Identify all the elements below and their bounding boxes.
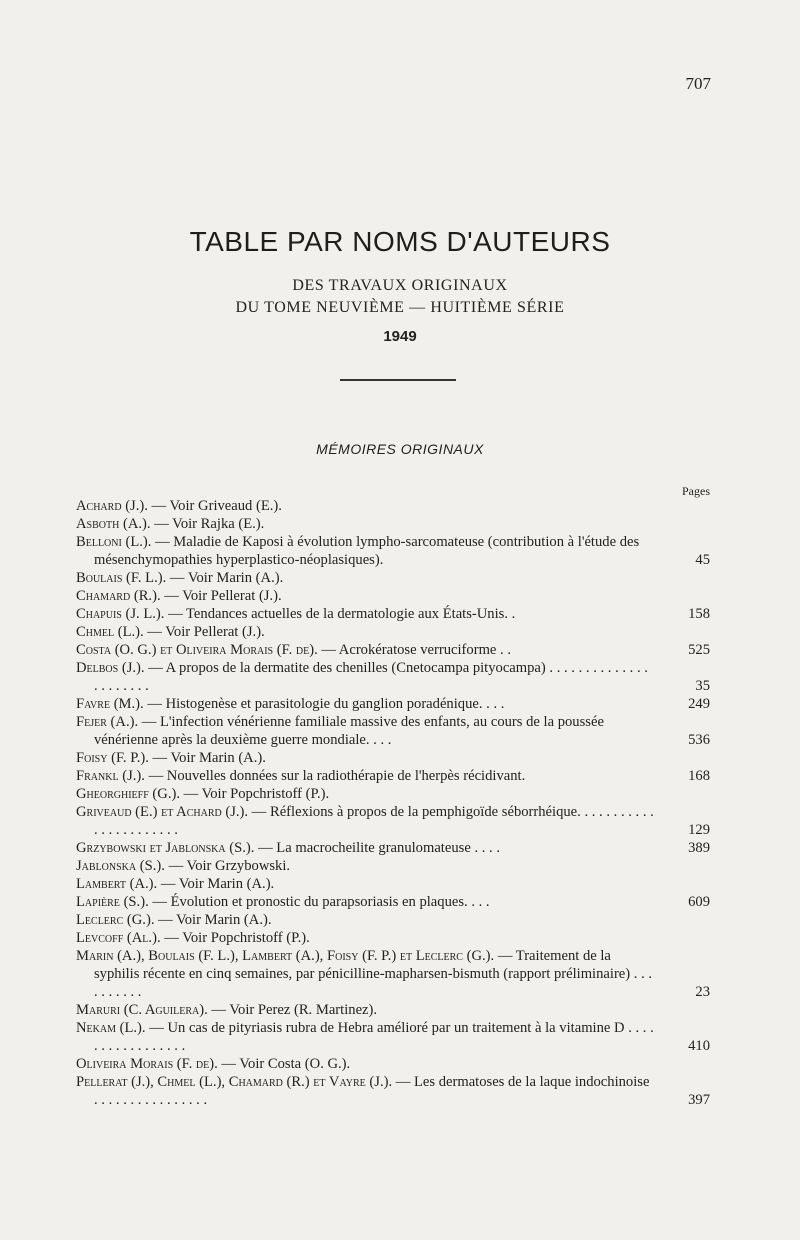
entry-text: . — Voir Marin (A.). — [162, 570, 284, 586]
entry-authors: Delbos (J.) — [76, 660, 141, 676]
section-title: MÉMOIRES ORIGINAUX — [316, 441, 484, 457]
entry-authors: Griveaud (E.) et Achard (J.) — [76, 804, 245, 820]
entry-page: 23 — [695, 984, 710, 1000]
entry-text: . — Voir Marin (A.). — [150, 912, 272, 928]
index-entry — [76, 605, 710, 623]
entry-page: 45 — [695, 552, 710, 568]
index-entry — [76, 803, 710, 839]
entry-authors: Foisy (F. P.) — [76, 750, 146, 766]
entry-page: 536 — [688, 732, 710, 748]
divider-rule — [340, 379, 456, 381]
index-entry — [76, 1001, 710, 1019]
index-entry — [76, 875, 710, 893]
entry-authors: Costa (O. G.) et Oliveira Morais (F. de) — [76, 642, 315, 658]
index-entry — [76, 515, 710, 533]
index-entry — [76, 695, 710, 713]
index-entry — [76, 749, 710, 767]
index-entry — [76, 767, 710, 785]
year: 1949 — [383, 328, 417, 345]
entry-page: 129 — [688, 822, 710, 838]
entry-text: . — Traitement de la syphilis récente en cinq semaines, par pénicilline-mapharsen-bismuth (rapport préliminaire) . . . . . . . . . . — [94, 948, 653, 1000]
entry-text: . — Voir Popchristoff (P.). — [176, 786, 330, 802]
entry-page: 525 — [688, 642, 710, 658]
entry-text: . — Voir Grzybowski. — [161, 858, 291, 874]
entry-authors: Lambert (A.) — [76, 876, 154, 892]
entry-authors: Belloni (L.) — [76, 534, 148, 550]
entry-authors: Jablonska (S.) — [76, 858, 162, 874]
index-entry — [76, 785, 710, 803]
index-entry — [76, 857, 710, 875]
entry-text: . — A propos de la dermatite des chenilles (Cnetocampa pityocampa) . . . . . . . . . . . . . . . . . . . . . . — [94, 660, 648, 694]
entry-text: . — Voir Marin (A.). — [145, 750, 266, 766]
entry-authors: Marin (A.), Boulais (F. L.), Lambert (A.), Foisy (F. P.) et Leclerc (G.) — [76, 948, 491, 964]
index-entry — [76, 1073, 710, 1109]
index-entry — [76, 1019, 710, 1055]
entry-authors: Boulais (F. L.) — [76, 570, 163, 586]
index-entry — [76, 839, 710, 857]
entry-text: . — Maladie de Kaposi à évolution lympho-sarcomateuse (contribution à l'étude des mésenchymopathies hyperplastico-néoplasiques). — [94, 534, 640, 568]
index-entry — [76, 713, 710, 749]
entry-text: . — L'infection vénérienne familiale massive des enfants, au cours de la poussée vénérienne après la deuxième guerre mondiale. . . . — [94, 714, 604, 748]
entry-text: . — Histogenèse et parasitologie du ganglion poradénique. . . . — [140, 696, 505, 712]
entry-authors: Gheorghieff (G.) — [76, 786, 177, 802]
entry-authors: Grzybowski et Jablonska (S.) — [76, 840, 251, 856]
entry-authors: Chapuis (J. L.) — [76, 606, 161, 622]
entry-page: 249 — [688, 696, 710, 712]
entry-authors: Achard (J.) — [76, 498, 145, 514]
entry-text: . — Voir Costa (O. G.). — [214, 1056, 351, 1072]
entry-text: . — Tendances actuelles de la dermatologie aux États-Unis. . — [160, 606, 516, 622]
entry-authors: Favre (M.) — [76, 696, 141, 712]
entry-text: . — Voir Pellerat (J.). — [140, 624, 265, 640]
entry-text: . — Voir Popchristoff (P.). — [156, 930, 310, 946]
entry-text: . — Nouvelles données sur la radiothérapie de l'herpès récidivant. — [141, 768, 526, 784]
index-entry — [76, 947, 710, 1001]
author-index — [76, 497, 710, 1109]
entry-authors: Pellerat (J.), Chmel (L.), Chamard (R.) et Vayre (J.) — [76, 1074, 389, 1090]
index-entry — [76, 623, 710, 641]
index-entry — [76, 1055, 710, 1073]
index-entry — [76, 587, 710, 605]
entry-text: . — Évolution et pronostic du parapsoriasis en plaques. . . . — [145, 894, 490, 910]
index-entry — [76, 569, 710, 587]
entry-text: . — Voir Griveaud (E.). — [144, 498, 282, 514]
entry-page: 35 — [695, 678, 710, 694]
entry-authors: Asboth (A.) — [76, 516, 147, 532]
entry-text: . — Les dermatoses de la laque indochinoise . . . . . . . . . . . . . . . . — [94, 1074, 650, 1108]
index-entry — [76, 893, 710, 911]
entry-authors: Chmel (L.) — [76, 624, 140, 640]
entry-text: . — La macrocheilite granulomateuse . . . . — [250, 840, 500, 856]
entry-text: . — Voir Rajka (E.). — [146, 516, 265, 532]
entry-page: 168 — [688, 768, 710, 784]
entry-page: 158 — [688, 606, 710, 622]
index-entry — [76, 659, 710, 695]
entry-authors: Chamard (R.) — [76, 588, 157, 604]
entry-text: . — Voir Pellerat (J.). — [156, 588, 282, 604]
entry-authors: Fejer (A.) — [76, 714, 135, 730]
pages-column-label: Pages — [682, 484, 710, 498]
subtitle-travaux: DES TRAVAUX ORIGINAUX — [292, 277, 508, 294]
entry-authors: Levcoff (Al.) — [76, 930, 157, 946]
entry-page: 389 — [688, 840, 710, 856]
entry-text: . — Un cas de pityriasis rubra de Hebra amélioré par un traitement à la vitamine D . . . . . . . . . . . . . . . . . — [94, 1020, 654, 1054]
page-title: TABLE PAR NOMS D'AUTEURS — [189, 226, 611, 257]
page-number: 707 — [685, 74, 711, 93]
entry-authors: Leclerc (G.) — [76, 912, 151, 928]
entry-page: 609 — [688, 894, 710, 910]
index-entry — [76, 641, 710, 659]
entry-page: 397 — [688, 1092, 710, 1108]
index-entry — [76, 929, 710, 947]
entry-text: . — Acrokératose verruciforme . . — [314, 642, 511, 658]
index-entry — [76, 533, 710, 569]
entry-text: . — Réflexions à propos de la pemphigoïde séborrhéique. . . . . . . . . . . . . . . . . . . . . . . — [94, 804, 654, 838]
entry-text: . — Voir Perez (R. Martinez). — [204, 1002, 378, 1018]
index-entry — [76, 911, 710, 929]
entry-text: . — Voir Marin (A.). — [153, 876, 275, 892]
subtitle-tome: DU TOME NEUVIÈME — HUITIÈME SÉRIE — [235, 299, 565, 316]
entry-authors: Maruri (C. Aguilera) — [76, 1002, 205, 1018]
entry-authors: Oliveira Morais (F. de) — [76, 1056, 215, 1072]
entry-authors: Nekam (L.) — [76, 1020, 142, 1036]
entry-authors: Lapière (S.) — [76, 894, 146, 910]
index-entry — [76, 497, 710, 515]
entry-page: 410 — [688, 1038, 710, 1054]
entry-authors: Frankl (J.) — [76, 768, 142, 784]
